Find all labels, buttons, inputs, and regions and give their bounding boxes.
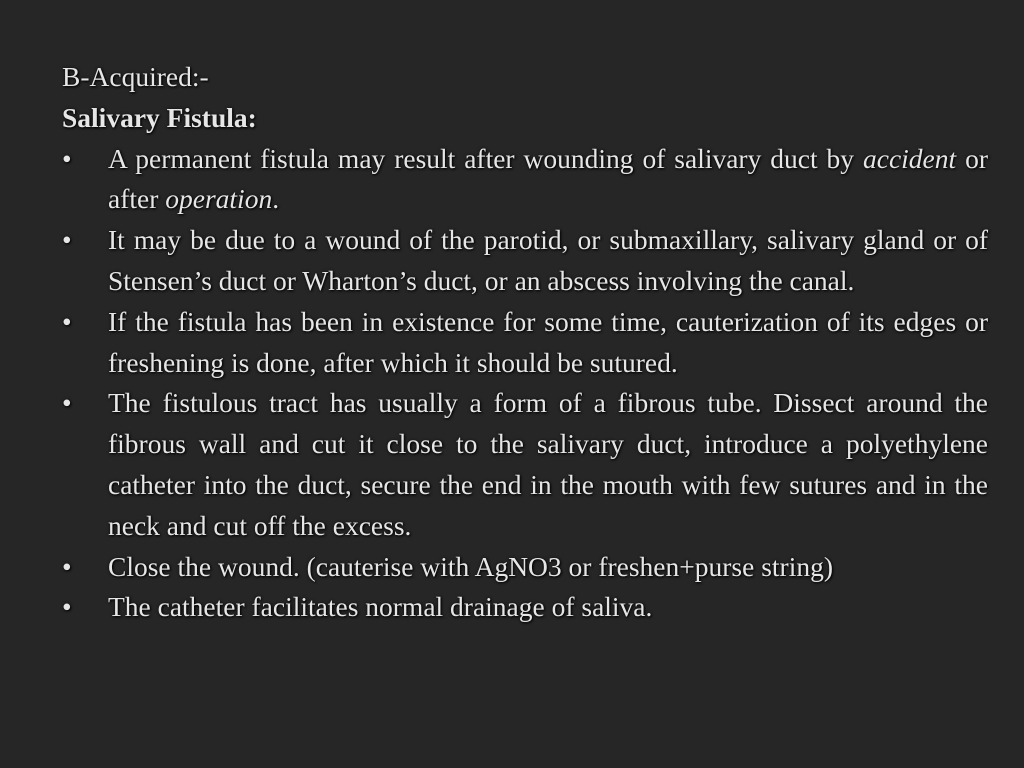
bullet-text: If the fistula has been in existence for some time, cauterization of its edges or freshening is done, after which it should be sutured. — [108, 305, 988, 378]
bullet-text-middle: or after — [108, 142, 988, 215]
bullet-item-4 — [62, 383, 988, 546]
bullet-icon: • — [62, 305, 72, 337]
bullet-text: The catheter facilitates normal drainage of saliva. — [108, 591, 653, 623]
slide-content — [62, 57, 988, 628]
bullet-list — [62, 139, 988, 629]
bullet-text-end: . — [272, 183, 280, 215]
bullet-text: It may be due to a wound of the parotid, or submaxillary, salivary gland or of Stensen’s duct or Wharton’s duct, or an abscess involving the canal. — [108, 224, 988, 296]
bullet-item-1 — [62, 139, 988, 221]
bullet-icon: • — [62, 550, 72, 582]
bullet-item-6 — [62, 587, 988, 628]
bullet-text: The fistulous tract has usually a form of a fibrous tube. Dissect around the fibrous wall and cut it close to the salivary duct, introduce a polyethylene catheter into the duct, secure the end in the mouth with few sutures and in the neck and cut off the excess. — [108, 387, 988, 541]
bullet-text: Close the wound. (cauterise with AgNO3 or freshen+purse string) — [108, 550, 834, 582]
bullet-text-start: A permanent fistula may result after wounding of salivary duct by — [108, 142, 863, 174]
slide-subtitle: B-Acquired:- — [62, 61, 209, 92]
slide-heading: Salivary Fistula: — [62, 101, 257, 133]
bullet-icon: • — [62, 224, 72, 256]
bullet-icon: • — [62, 591, 72, 623]
bullet-item-5 — [62, 547, 988, 588]
emphasis-accident: accident — [862, 142, 957, 174]
emphasis-operation: operation — [165, 183, 273, 215]
bullet-item-3 — [62, 302, 988, 384]
bullet-icon: • — [62, 387, 72, 419]
bullet-item-2 — [62, 220, 988, 302]
bullet-icon: • — [62, 142, 72, 174]
